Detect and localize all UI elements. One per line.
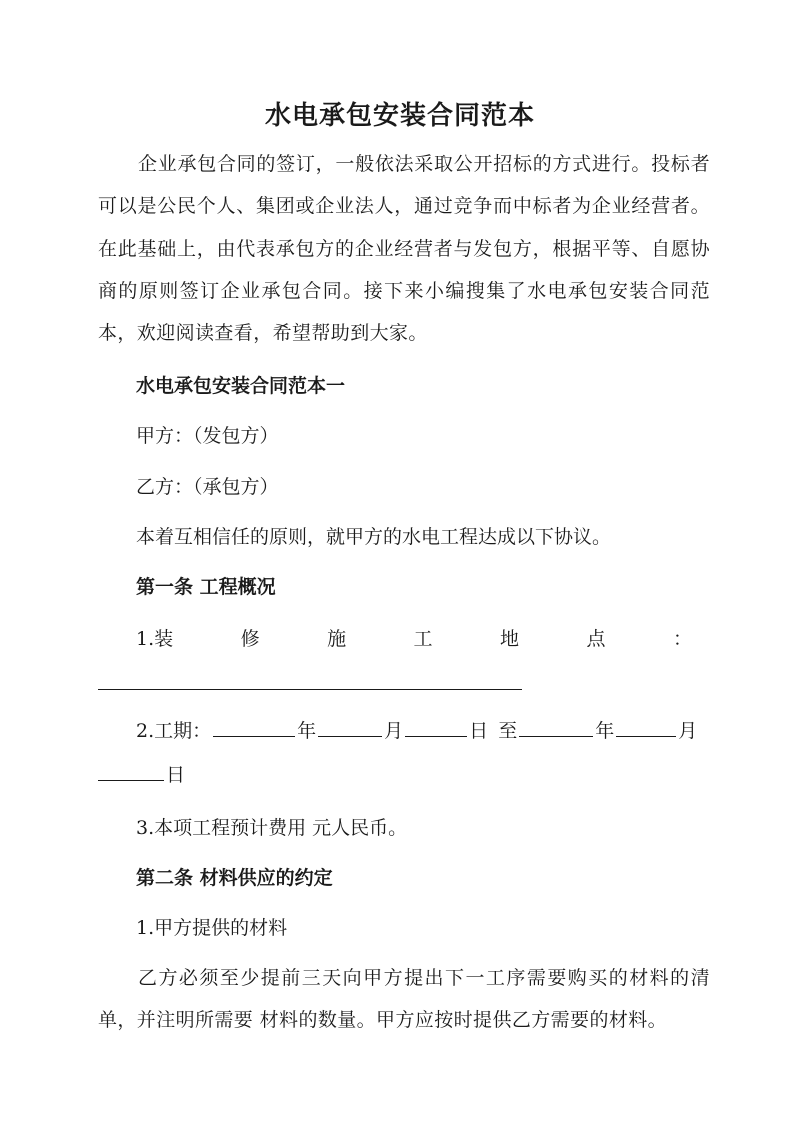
document-title: 水电承包安装合同范本	[264, 101, 535, 131]
item1-char: 修	[240, 628, 260, 650]
article2-item1: 1.甲方提供的材料	[136, 917, 288, 939]
item2-label: 2.工期：	[136, 720, 212, 742]
section-heading: 水电承包安装合同范本一	[136, 375, 346, 397]
item1-char: 地	[500, 628, 520, 650]
day-label: 日	[469, 720, 489, 742]
article1-item2	[136, 716, 697, 746]
item1-char: 工	[413, 628, 433, 650]
blank-field	[318, 716, 382, 737]
article1-item3: 3.本项工程预计费用 元人民币。	[136, 817, 408, 839]
year-label: 年	[595, 720, 615, 742]
article1-heading: 第一条 工程概况	[136, 576, 276, 598]
intro-paragraph: 企业承包合同的签订，一般依法采取公开招标的方式进行。投标者可以是公民个人、集团或企业法人，通过竞争而中标者为企业经营者。在此基础上，由代表承包方的企业经营者与发包方，根据平等、自愿协商的原则签订企业承包合同。接下来小编搜集了水电承包安装合同范本，欢迎阅读查看，希望帮助到大家。	[98, 153, 710, 345]
month-label: 月	[384, 720, 404, 742]
item1-char: 1.装	[136, 628, 174, 650]
to-label: 至	[498, 720, 518, 742]
blank-field	[405, 716, 467, 737]
party-b-line: 乙方：（承包方）	[136, 476, 279, 498]
month-label: 月	[678, 720, 698, 742]
blank-field	[519, 716, 593, 737]
article1-item1	[136, 624, 692, 654]
item1-char: 施	[327, 628, 347, 650]
day-label: 日	[166, 764, 186, 786]
year-label: 年	[297, 720, 317, 742]
article1-item2-cont	[98, 760, 185, 790]
blank-field	[616, 716, 676, 737]
article2-paragraph: 乙方必须至少提前三天向甲方提出下一工序需要购买的材料的清单，并注明所需要 材料的数量。甲方应按时提供乙方需要的材料。	[98, 967, 710, 1031]
item1-char: ：	[672, 628, 692, 650]
party-a-line: 甲方：（发包方）	[136, 425, 279, 447]
preamble-line: 本着互相信任的原则，就甲方的水电工程达成以下协议。	[136, 526, 612, 548]
blank-field	[213, 716, 295, 737]
article2-heading: 第二条 材料供应的约定	[136, 867, 333, 889]
address-blank-line	[98, 689, 522, 690]
item1-char: 点	[586, 628, 606, 650]
blank-field	[98, 760, 164, 781]
